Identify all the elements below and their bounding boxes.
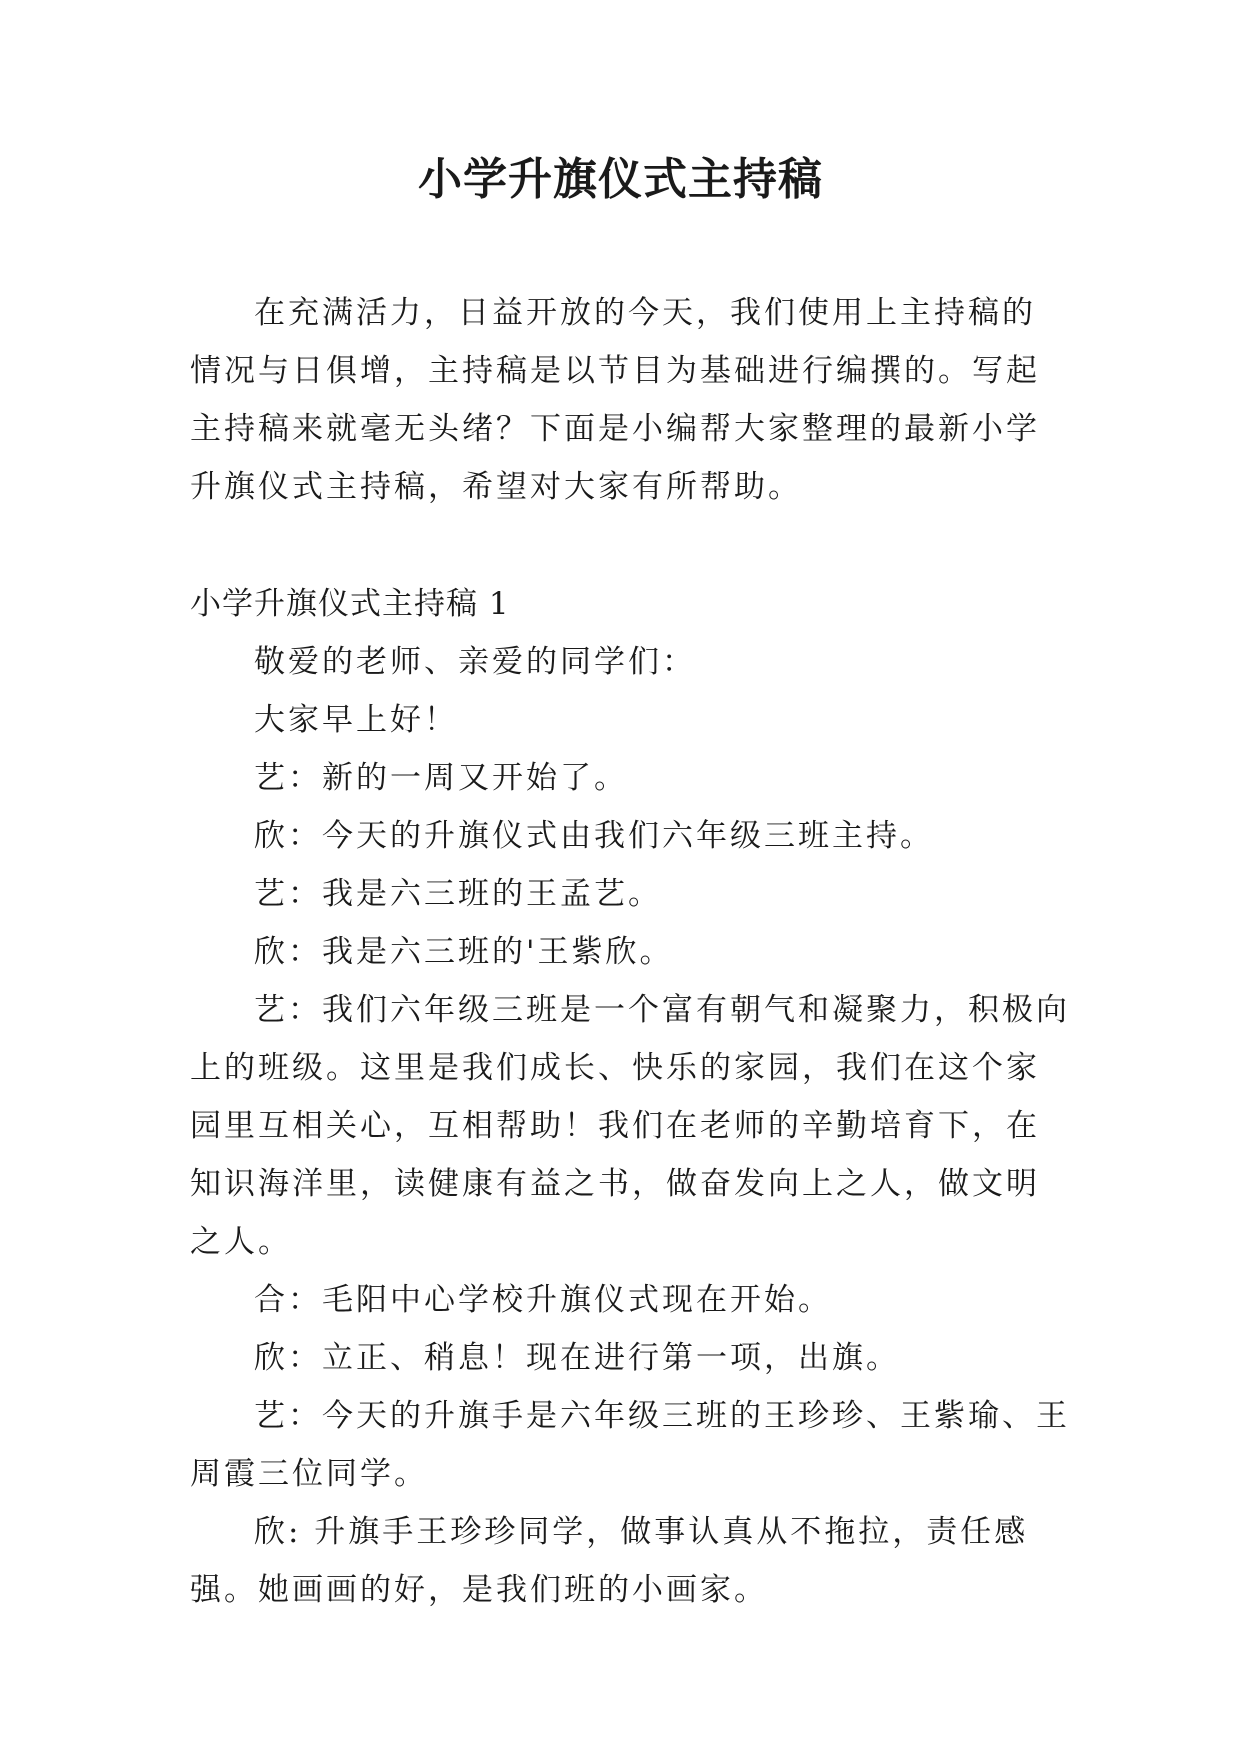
section-heading: 小学升旗仪式主持稿 1	[190, 586, 510, 622]
paragraph-dialogue: 欣：今天的升旗仪式由我们六年级三班主持。	[254, 818, 934, 854]
paragraph-dialogue: 艺：我是六三班的王孟艺。	[254, 876, 662, 912]
paragraph-dialogue: 艺：新的一周又开始了。	[254, 760, 628, 796]
paragraph-greeting: 敬爱的老师、亲爱的同学们：	[254, 644, 696, 680]
paragraph-dialogue: 欣: 升旗手王珍珍同学，做事认真从不拖拉，责任感强。她画画的好，是我们班的小画家。	[190, 1514, 1029, 1608]
paragraph-dialogue: 合：毛阳中心学校升旗仪式现在开始。	[254, 1282, 832, 1318]
paragraph-dialogue: 欣：立正、稍息！现在进行第一项，出旗。	[254, 1340, 900, 1376]
document-body	[190, 575, 1070, 1619]
paragraph-dialogue: 艺：今天的升旗手是六年级三班的王珍珍、王紫瑜、王周霞三位同学。	[190, 1398, 1070, 1492]
paragraph-dialogue: 艺：我们六年级三班是一个富有朝气和凝聚力，积极向上的班级。这里是我们成长、快乐的家园，我们在这个家园里互相关心，互相帮助！我们在老师的辛勤培育下，在知识海洋里，读健康有益之书，做奋发向上之人，做文明之人。	[190, 992, 1070, 1260]
paragraph-good-morning: 大家早上好！	[254, 702, 458, 738]
intro-paragraph: 在充满活力，日益开放的今天，我们使用上主持稿的情况与日俱增，主持稿是以节目为基础进行编撰的。写起主持稿来就毫无头绪？下面是小编帮大家整理的最新小学升旗仪式主持稿，希望对大家有所帮助。	[190, 295, 1040, 505]
paragraph-dialogue: 欣：我是六三班的'王紫欣。	[254, 934, 674, 970]
page-title: 小学升旗仪式主持稿	[418, 154, 823, 205]
